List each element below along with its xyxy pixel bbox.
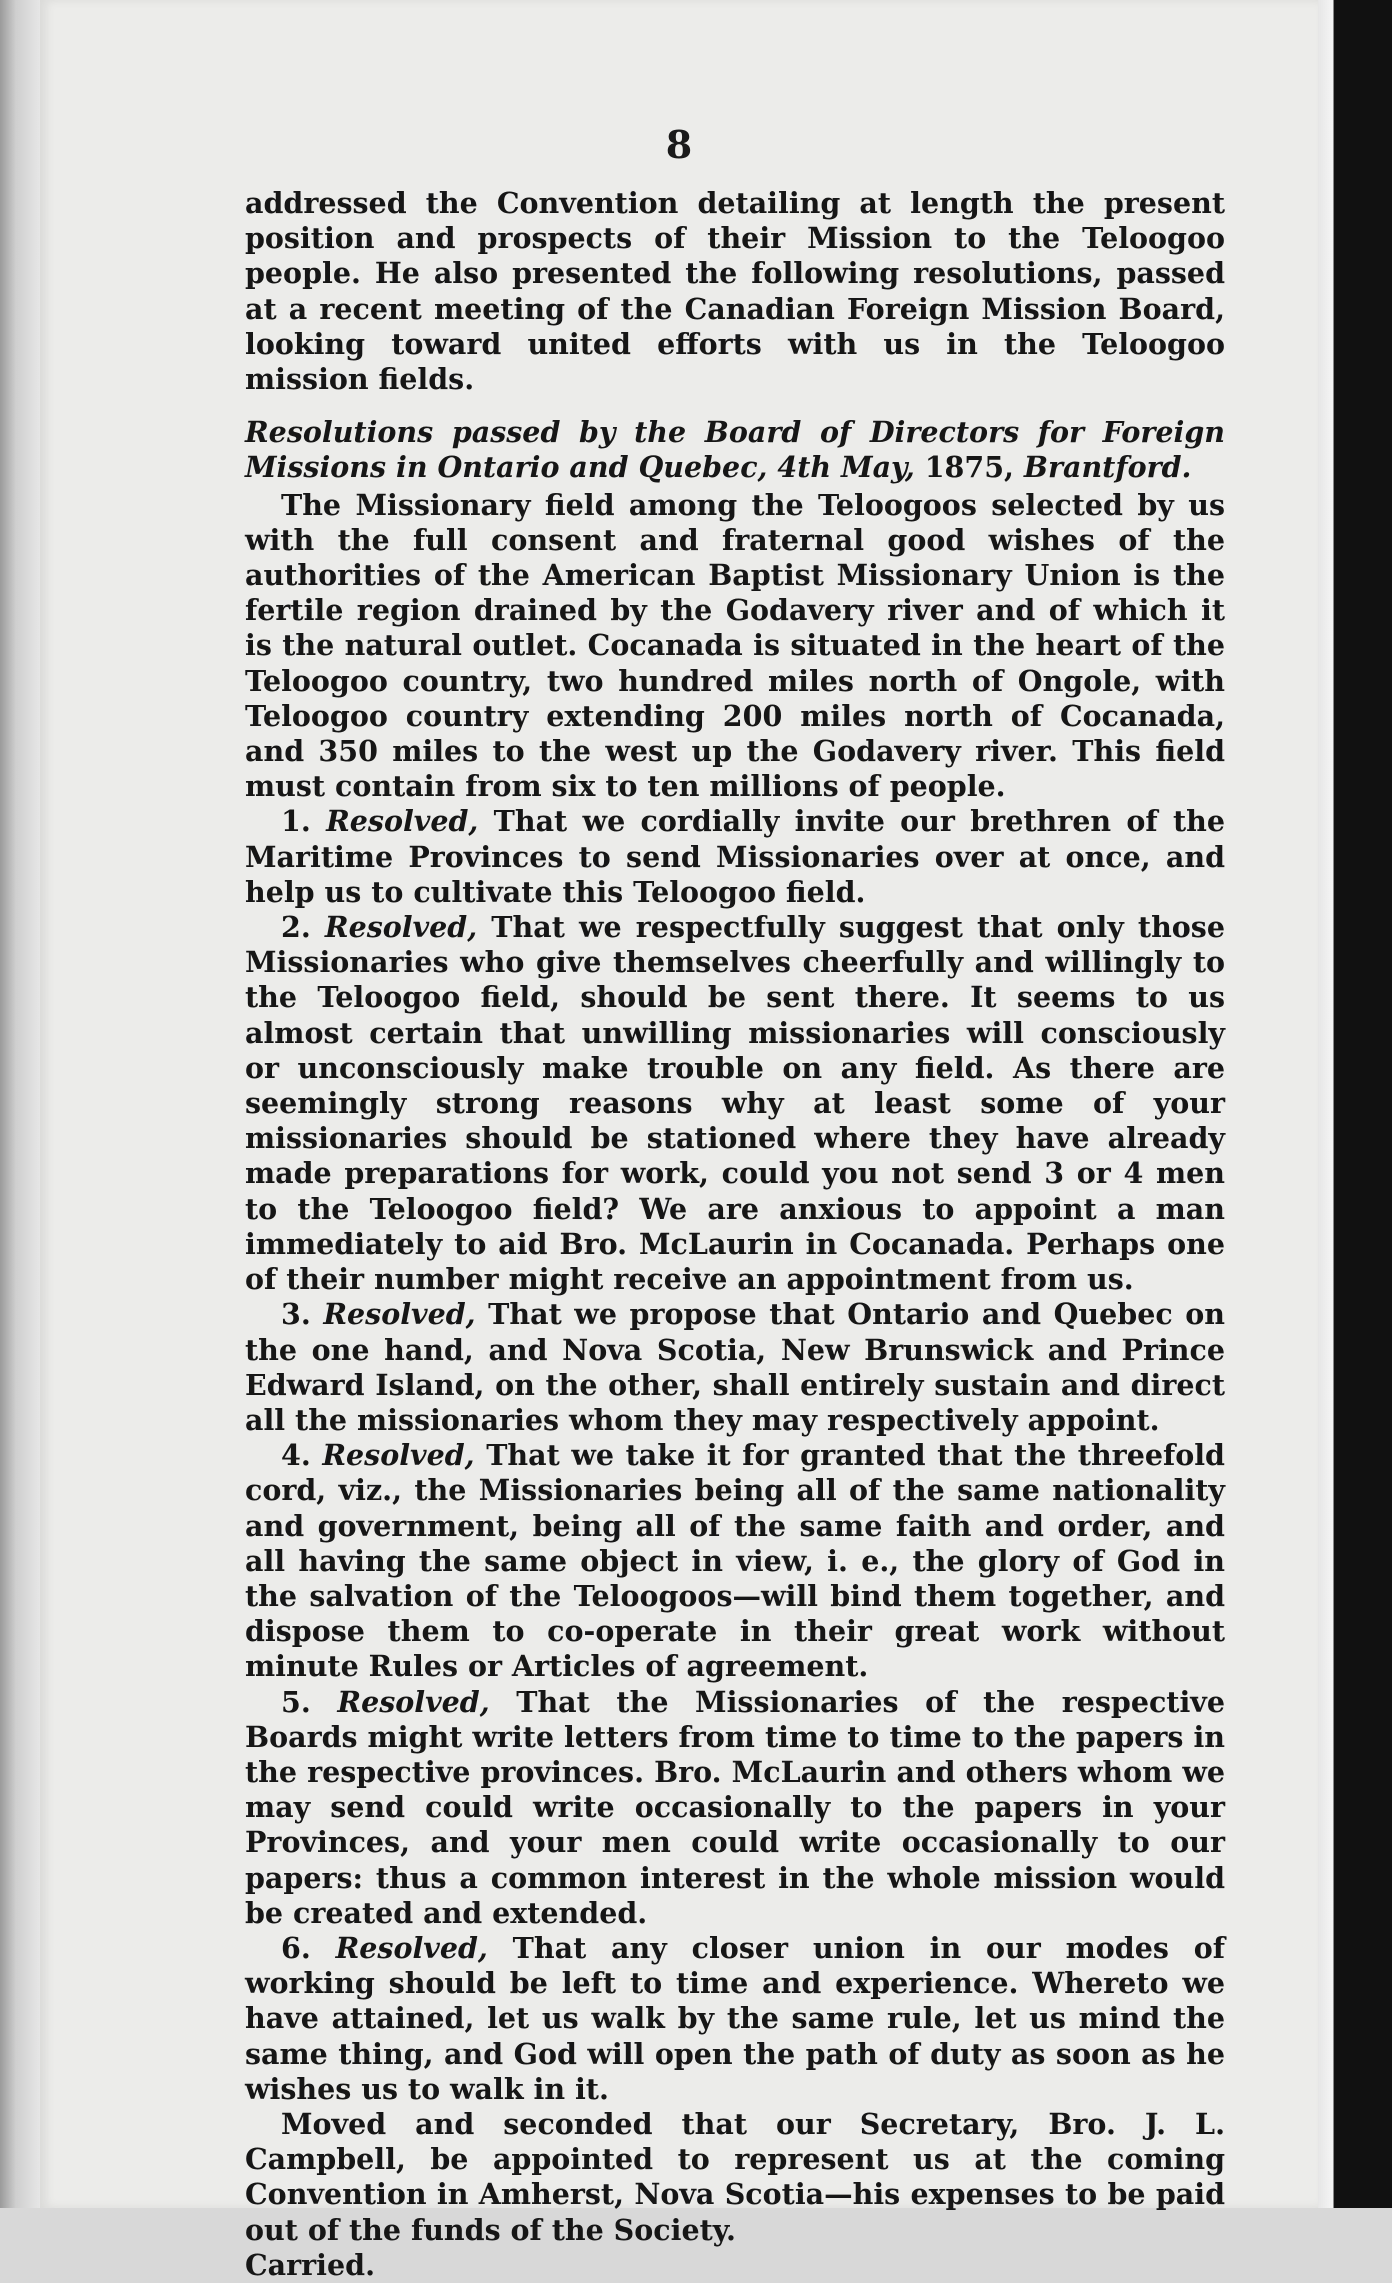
resolution-text: That we cordially invite our brethren of the Maritime Provinces to send Missionaries over at once, and help us to cultivate this Teloogoo field. [245, 804, 1225, 909]
resolution-label: Resolved, [326, 804, 479, 839]
resolution-3 [245, 1297, 1225, 1438]
resolution-number: 3. [281, 1297, 311, 1332]
resolution-label: Resolved, [324, 910, 478, 945]
resolution-text: That any closer union in our modes of working should be left to time and experience. Whereto we have attained, let us walk by the same rule, let us mind the same thing, and God will open the path of duty as soon as he wishes us to walk in it. [245, 1930, 1225, 2106]
resolution-1 [245, 804, 1225, 910]
page-number: 8 [665, 122, 693, 167]
resolution-number: 2. [281, 910, 311, 945]
heading-italic: Resolutions passed by the Board of Directors for Foreign Missions in Ontario and Quebec, 4th May, [245, 415, 1225, 485]
resolution-text: That we take it for granted that the threefold cord, viz., the Missionaries being all of the same nationality and government, being all of the same faith and order, and all having the same object in view, i. e., the glory of God in the salvation of the Teloogoos—will bind them together, and dispose them to co-operate in their great work without minute Rules or Articles of agreement. [245, 1438, 1225, 1684]
resolution-label: Resolved, [337, 1684, 490, 1719]
field-paragraph: The Missionary field among the Teloogoos selected by us with the full consent and fraternal good wishes of the authorities of the American Baptist Missionary Union is the fertile region drained by the Godavery river and of which it is the natural outlet. Cocanada is situated in the heart of the Teloogoo country, two hundred miles north of Ongole, with Teloogoo country extending 200 miles north of Cocanada, and 350 miles to the west up the Godavery river. This field must contain from six to ten millions of people. [245, 487, 1225, 804]
closing-word: Carried. [245, 2247, 375, 2282]
resolution-text: That we propose that Ontario and Quebec on the one hand, and Nova Scotia, New Brunswick and Prince Edward Island, on the other, shall entirely sustain and direct all the missionaries whom they may respectively appoint. [245, 1297, 1225, 1437]
book-page [40, 0, 1318, 2282]
resolution-number: 4. [281, 1438, 311, 1473]
scan-right-edge [1318, 0, 1392, 2208]
resolution-text: That the Missionaries of the respective Boards might write letters from time to time to the papers in the respective provinces. Bro. McLaurin and others whom we may send could write occasionally to the papers in your Provinces, and your men could write occasionally to our papers: thus a common interest in the whole mission would be created and extended. [245, 1684, 1225, 1930]
heading-place: Brantford. [1013, 450, 1192, 485]
resolution-text: That we respectfully suggest that only those Missionaries who give themselves cheerfully and willingly to the Teloogoo field, should be sent there. It seems to us almost certain that unwilling missionaries will consciously or unconsciously make trouble on any field. As there are seemingly strong reasons why at least some of your missionaries should be stationed where they have already made preparations for work, could you not send 3 or 4 men to the Teloogoo field? We are anxious to appoint a man immediately to aid Bro. McLaurin in Cocanada. Perhaps one of their number might receive an appointment from us. [245, 910, 1225, 1297]
resolution-number: 1. [281, 804, 311, 839]
resolution-label: Resolved, [335, 1930, 488, 1965]
page-text [245, 186, 1225, 2283]
resolutions-heading [245, 415, 1225, 485]
scan-left-edge [0, 0, 40, 2208]
resolution-label: Resolved, [322, 1438, 475, 1473]
heading-year: 1875, [914, 450, 1014, 485]
resolution-2 [245, 910, 1225, 1297]
resolution-label: Resolved, [323, 1297, 476, 1332]
resolution-5 [245, 1685, 1225, 1931]
closing-paragraph: Moved and seconded that our Secretary, Bro. J. L. Campbell, be appointed to represent us at the coming Convention in Amherst, Nova Scotia—his expenses to be paid out of the funds of the Society. [245, 2106, 1225, 2247]
resolution-number: 5. [281, 1684, 311, 1719]
resolution-number: 6. [281, 1930, 311, 1965]
intro-paragraph: addressed the Convention detailing at length the present position and prospects of their Mission to the Teloogoo people. He also presented the following resolutions, passed at a recent meeting of the Canadian Foreign Mission Board, looking toward united efforts with us in the Teloogoo mission fields. [245, 186, 1225, 397]
resolution-4 [245, 1438, 1225, 1684]
resolution-6 [245, 1931, 1225, 2107]
